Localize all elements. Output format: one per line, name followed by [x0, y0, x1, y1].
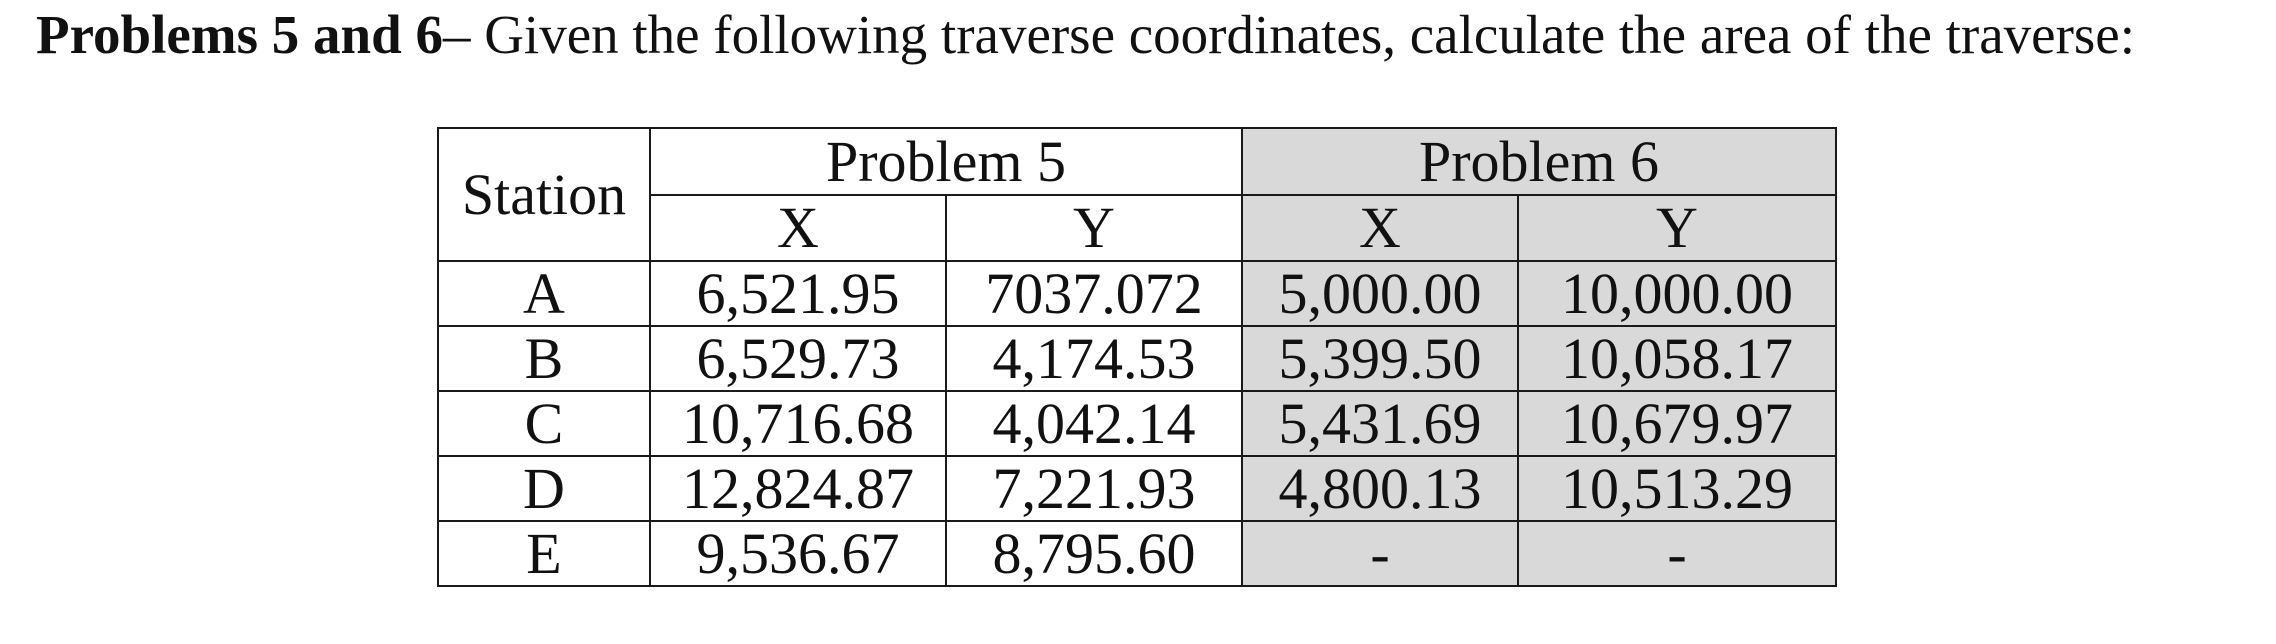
- problem-6-x-cell: [1242, 521, 1518, 586]
- problem-6-y-cell: 10,000.00: [1518, 261, 1836, 326]
- problem-heading: [36, 4, 2135, 66]
- problem-6-header: Problem 6: [1242, 128, 1836, 195]
- problem-6-y-header: Y: [1518, 195, 1836, 262]
- problem-5-header: Problem 5: [650, 128, 1242, 195]
- problem-6-y-cell: 10,058.17: [1518, 326, 1836, 391]
- station-column-header: Station: [438, 128, 650, 261]
- traverse-coordinates-table: [437, 127, 1837, 587]
- problem-6-y-cell: 10,679.97: [1518, 391, 1836, 456]
- table-row: [438, 391, 1836, 456]
- problem-5-y-header: Y: [946, 195, 1242, 262]
- problem-6-x-cell: 5,000.00: [1242, 261, 1518, 326]
- empty-value-dash: -: [1667, 521, 1687, 586]
- heading-instructions: – Given the following traverse coordinates, calculate the area of the traverse:: [442, 4, 2135, 65]
- empty-value-dash: -: [1370, 521, 1390, 586]
- table-row: [438, 326, 1836, 391]
- problem-5-y-cell: 4,174.53: [946, 326, 1242, 391]
- problem-5-x-cell: 6,521.95: [650, 261, 946, 326]
- problem-6-x-cell: 5,431.69: [1242, 391, 1518, 456]
- station-cell: C: [438, 391, 650, 456]
- problem-6-x-cell: 5,399.50: [1242, 326, 1518, 391]
- station-cell: E: [438, 521, 650, 586]
- problem-5-y-cell: 8,795.60: [946, 521, 1242, 586]
- heading-bold-label: Problems 5 and 6: [36, 4, 443, 65]
- problem-6-x-cell: 4,800.13: [1242, 456, 1518, 521]
- problem-6-y-cell: [1518, 521, 1836, 586]
- station-cell: D: [438, 456, 650, 521]
- problem-5-x-cell: 12,824.87: [650, 456, 946, 521]
- table-row: [438, 521, 1836, 586]
- problem-6-x-header: X: [1242, 195, 1518, 262]
- problem-5-y-cell: 4,042.14: [946, 391, 1242, 456]
- problem-5-x-header: X: [650, 195, 946, 262]
- table-row: [438, 456, 1836, 521]
- problem-5-x-cell: 10,716.68: [650, 391, 946, 456]
- station-cell: A: [438, 261, 650, 326]
- table-header-row: [438, 128, 1836, 195]
- problem-5-x-cell: 9,536.67: [650, 521, 946, 586]
- station-cell: B: [438, 326, 650, 391]
- problem-5-y-cell: 7,221.93: [946, 456, 1242, 521]
- problem-5-y-cell: 7037.072: [946, 261, 1242, 326]
- problem-5-x-cell: 6,529.73: [650, 326, 946, 391]
- table-row: [438, 261, 1836, 326]
- problem-6-y-cell: 10,513.29: [1518, 456, 1836, 521]
